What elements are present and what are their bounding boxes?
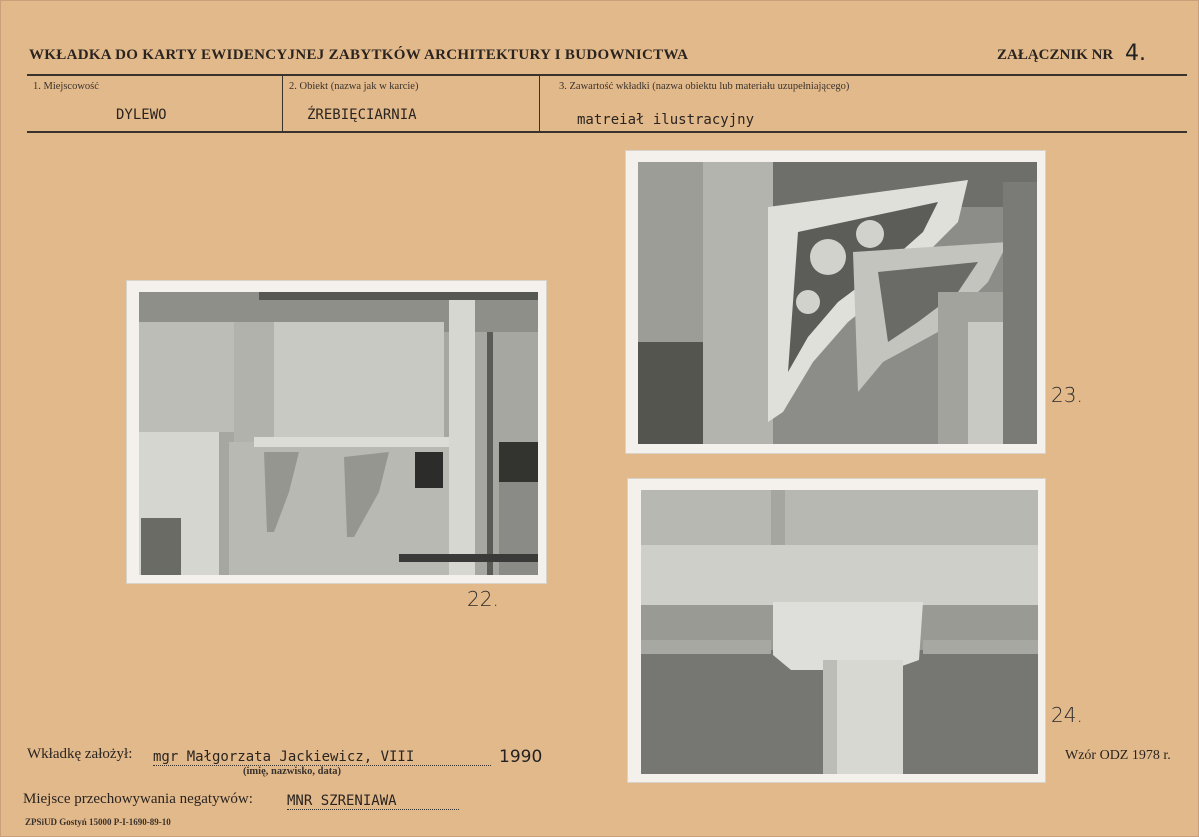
photo-24-number: 24. [1051, 703, 1083, 727]
photo-22-number: 22. [467, 587, 499, 611]
printer-imprint: ZPSiUD Gostyń 15000 P-I-1690-89-10 [25, 817, 171, 827]
attachment-number: 4. [1125, 41, 1146, 66]
photo-22-image [139, 292, 538, 575]
storage-value: MNR SZRENIAWA [287, 793, 459, 810]
founder-value: mgr Małgorzata Jackiewicz, VIII [153, 749, 491, 766]
field-divider [539, 76, 540, 131]
storage-label: Miejsce przechowywania negatywów: [23, 791, 253, 807]
founder-label: Wkładkę założył: [27, 746, 133, 762]
field-divider [282, 76, 283, 131]
object-label: 2. Obiekt (nazwa jak w karcie) [289, 81, 419, 92]
photo-23-image [638, 162, 1037, 444]
content-label: 3. Zawartość wkładki (nazwa obiektu lub materiału uzupełniającego) [559, 81, 850, 92]
fields-rule [27, 131, 1187, 133]
document-title: WKŁADKA DO KARTY EWIDENCYJNEJ ZABYTKÓW ARCHITEKTURY I BUDOWNICTWA [29, 47, 689, 63]
header-rule [27, 74, 1187, 76]
founder-hint: (imię, nazwisko, data) [243, 766, 341, 777]
locality-value: DYLEWO [116, 107, 167, 123]
object-value: ŹREBIĘCIARNIA [307, 107, 417, 123]
founder-year: 1990 [499, 747, 543, 767]
locality-label: 1. Miejscowość [33, 81, 99, 92]
photo-23-number: 23. [1051, 383, 1083, 407]
attachment-label: ZAŁĄCZNIK NR [997, 47, 1114, 63]
photo-24-image [641, 490, 1038, 774]
content-value: matreiał ilustracyjny [577, 112, 755, 128]
form-version: Wzór ODZ 1978 r. [1065, 748, 1171, 763]
